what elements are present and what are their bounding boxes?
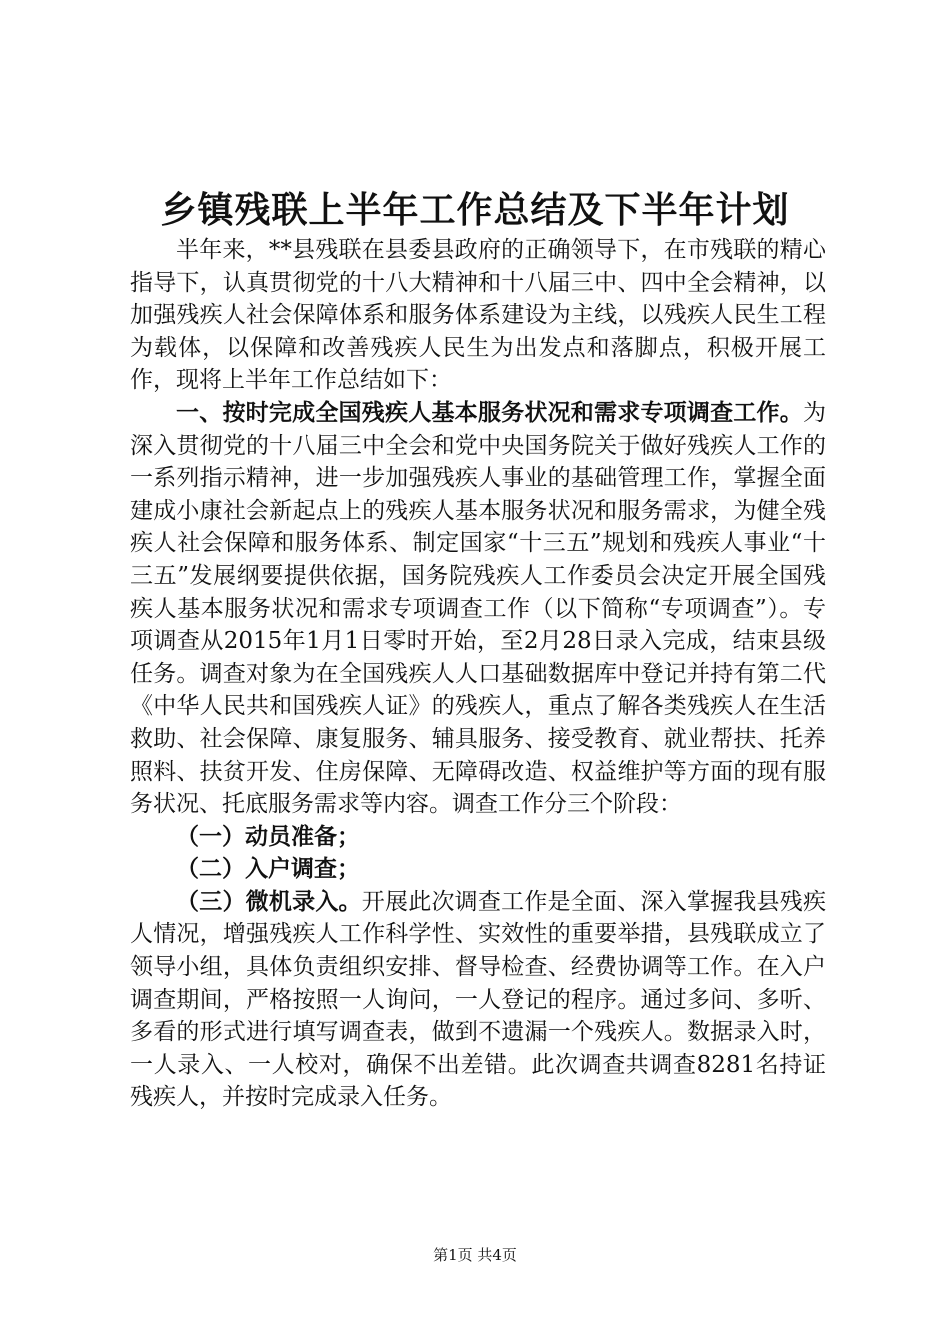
stage-1-paragraph [130, 821, 826, 854]
document-title: 乡镇残联上半年工作总结及下半年计划 [160, 189, 790, 231]
stage-1-label: （一）动员准备； [176, 822, 360, 850]
section-1-text: 为深入贯彻党的十八届三中全会和党中央国务院关于做好残疾人工作的一系列指示精神，进一步加强残疾人事业的基础管理工作，掌握全面建成小康社会新起点上的残疾人基本服务状况和服务需求，为健全残疾人社会保障和服务体系、制定国家“十三五”规划和残疾人事业“十三五”发展纲要提供依据，国务院残疾人工作委员会决定开展全国残疾人基本服务状况和需求专项调查工作（以下简称“专项调查”）。专项调查从2015年1月1日零时开始，至2月28日录入完成，结束县级任务。调查对象为在全国残疾人人口基础数据库中登记并持有第二代《中华人民共和国残疾人证》的残疾人，重点了解各类残疾人在生活救助、社会保障、康复服务、辅具服务、接受教育、就业帮扶、托养照料、扶贫开发、住房保障、无障碍改造、权益维护等方面的现有服务状况、托底服务需求等内容。调查工作分三个阶段： [130, 399, 826, 818]
stage-3-label: （三）微机录入。 [176, 887, 362, 915]
section-1-paragraph [130, 397, 826, 821]
document-body [130, 234, 826, 1114]
stage-3-paragraph [130, 886, 826, 1114]
stage-2-paragraph [130, 853, 826, 886]
stage-2-label: （二）入户调查； [176, 855, 360, 883]
intro-paragraph: 半年来，**县残联在县委县政府的正确领导下，在市残联的精心指导下，认真贯彻党的十八大精神和十八届三中、四中全会精神，以加强残疾人社会保障体系和服务体系建设为主线，以残疾人民生工程为载体，以保障和改善残疾人民生为出发点和落脚点，积极开展工作，现将上半年工作总结如下： [130, 237, 826, 394]
stage-3-text: 开展此次调查工作是全面、深入掌握我县残疾人情况，增强残疾人工作科学性、实效性的重要举措，县残联成立了领导小组，具体负责组织安排、督导检查、经费协调等工作。在入户调查期间，严格按照一人询问，一人登记的程序。通过多问、多听、多看的形式进行填写调查表，做到不遗漏一个残疾人。数据录入时，一人录入、一人校对，确保不出差错。此次调查共调查8281名持证残疾人，并按时完成录入任务。 [130, 888, 827, 1111]
section-1-heading: 一、按时完成全国残疾人基本服务状况和需求专项调查工作。 [176, 398, 803, 426]
page-footer: 第1页 共4页 [433, 1246, 517, 1264]
